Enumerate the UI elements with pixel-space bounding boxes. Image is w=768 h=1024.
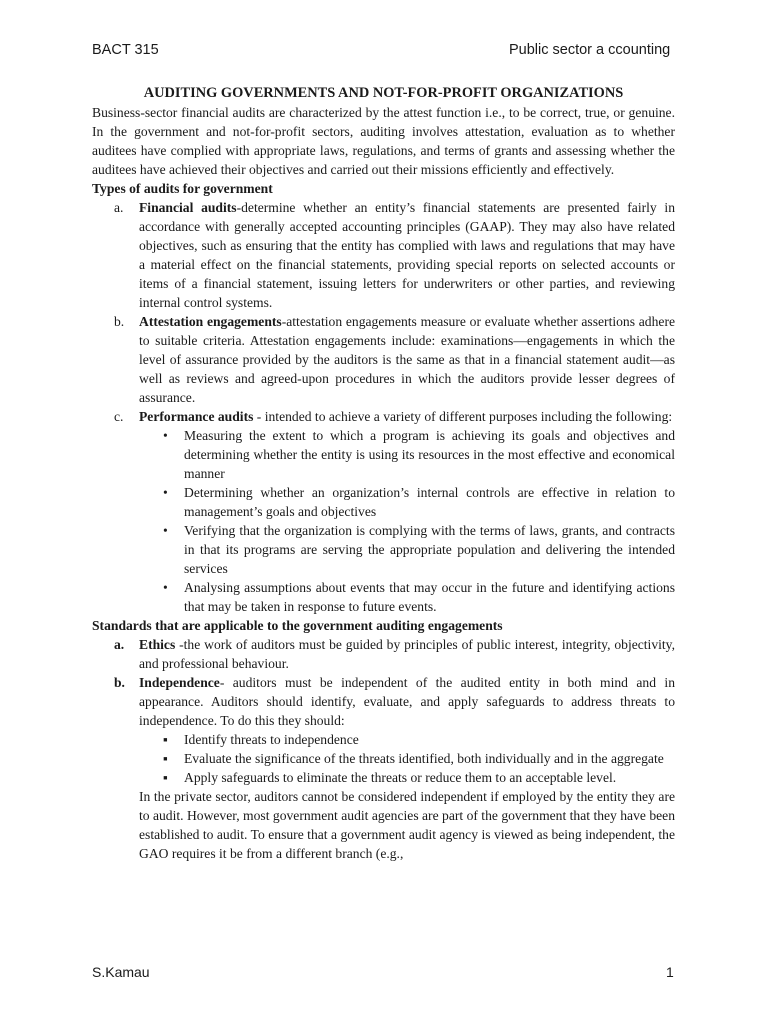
footer-page-number: 1 — [666, 964, 674, 980]
list-marker: b. — [114, 675, 125, 690]
standards-heading: Standards that are applicable to the government auditing engagements — [92, 618, 503, 633]
audit-type-term: Financial audits — [139, 200, 237, 215]
bullet-icon: • — [163, 523, 168, 538]
document-body — [92, 84, 675, 863]
standard-item — [92, 673, 675, 863]
list-marker: b. — [114, 314, 125, 329]
standard-term: Ethics — [139, 637, 176, 652]
square-bullet-icon: ▪ — [163, 732, 168, 747]
standard-text: - auditors must be independent of the audited entity in both mind and in appearance. Auditors should identify, evaluate, and apply safeguards to address threats to independence. To do this they should: — [139, 675, 675, 728]
header-course: BACT 315 — [92, 42, 159, 58]
bullet-text: Verifying that the organization is complying with the terms of laws, grants, and contracts in that its programs are serving the appropriate population and delivering the intended services — [184, 523, 675, 576]
document-title: AUDITING GOVERNMENTS AND NOT-FOR-PROFIT ORGANIZATIONS — [143, 85, 624, 101]
performance-bullet-list — [139, 426, 675, 616]
bullet-text: Analysing assumptions about events that may occur in the future and identifying actions that may be taken in response to future events. — [184, 580, 675, 614]
bullet-text: Apply safeguards to eliminate the threats or reduce them to an acceptable level. — [184, 770, 617, 785]
audit-type-text: -attestation engagements measure or evaluate whether assertions adhere to suitable criteria. Attestation engagements include: examinations—engagements in which the level of assurance provided by the auditors is the same as that in a financial statement audit—as well as reviews and agreed-upon procedures in which the auditors provide lesser degrees of assurance. — [139, 314, 675, 405]
standard-text: -the work of auditors must be guided by principles of public interest, integrity, objectivity, and professional behaviour. — [139, 637, 675, 671]
bullet-text: Identify threats to independence — [184, 732, 359, 747]
bullet-text: Determining whether an organization’s internal controls are effective in relation to management’s goals and objectives — [184, 485, 675, 519]
square-bullet-icon: ▪ — [163, 751, 168, 766]
audit-type-term: Attestation engagements — [139, 314, 282, 329]
standards-list — [92, 635, 675, 863]
audit-type-text: - intended to achieve a variety of different purposes including the following: — [253, 409, 673, 424]
audit-type-term: Performance audits — [139, 409, 254, 424]
audit-type-item — [92, 407, 675, 616]
list-item — [139, 521, 675, 578]
list-item — [139, 749, 675, 768]
list-item — [139, 426, 675, 483]
intro-paragraph: Business-sector financial audits are characterized by the attest function i.e., to be correct, true, or genuine. In the government and not-for-profit sectors, auditing involves attestation, evaluation as to whether auditees have complied with appropriate laws, regulations, and terms of grants and assessing whether the auditees have achieved their objectives and carried out their missions efficiently and effectively. — [92, 105, 675, 177]
bullet-icon: • — [163, 428, 168, 443]
list-marker: a. — [114, 637, 125, 652]
bullet-text: Evaluate the significance of the threats identified, both individually and in the aggregate — [184, 751, 664, 766]
standard-item — [92, 635, 675, 673]
list-marker: c. — [114, 409, 124, 424]
independence-bullet-list — [139, 730, 675, 787]
audit-type-item — [92, 198, 675, 312]
audit-types-list — [92, 198, 675, 616]
standard-term: Independence — [139, 675, 220, 690]
independence-paragraph: In the private sector, auditors cannot be considered independent if employed by the entity they are to audit. However, most government audit agencies are part of the government that they have been established to audit. To ensure that a government audit agency is viewed as being independent, the GAO requires it be from a different branch (e.g., — [139, 789, 675, 861]
types-heading: Types of audits for government — [92, 181, 273, 196]
header-subject: Public sector a ccounting — [509, 42, 671, 58]
square-bullet-icon: ▪ — [163, 770, 168, 785]
list-item — [139, 483, 675, 521]
list-marker: a. — [114, 200, 124, 215]
audit-type-text: -determine whether an entity’s financial statements are presented fairly in accordance with generally accepted accounting principles (GAAP). They may also have related objectives, such as ensuring that the entity has complied with laws and regulations that may have a material effect on the financial statements, providing special reports on selected accounts or items of a financial statement, issuing letters for underwriters or other parties, and reviewing internal control systems. — [139, 200, 675, 310]
bullet-text: Measuring the extent to which a program is achieving its goals and objectives and determining whether the entity is using its resources in the most effective and economical manner — [184, 428, 675, 481]
list-item — [139, 730, 675, 749]
list-item — [139, 768, 675, 787]
list-item — [139, 578, 675, 616]
footer-author: S.Kamau — [92, 964, 150, 980]
audit-type-item — [92, 312, 675, 407]
bullet-icon: • — [163, 485, 168, 500]
bullet-icon: • — [163, 580, 168, 595]
